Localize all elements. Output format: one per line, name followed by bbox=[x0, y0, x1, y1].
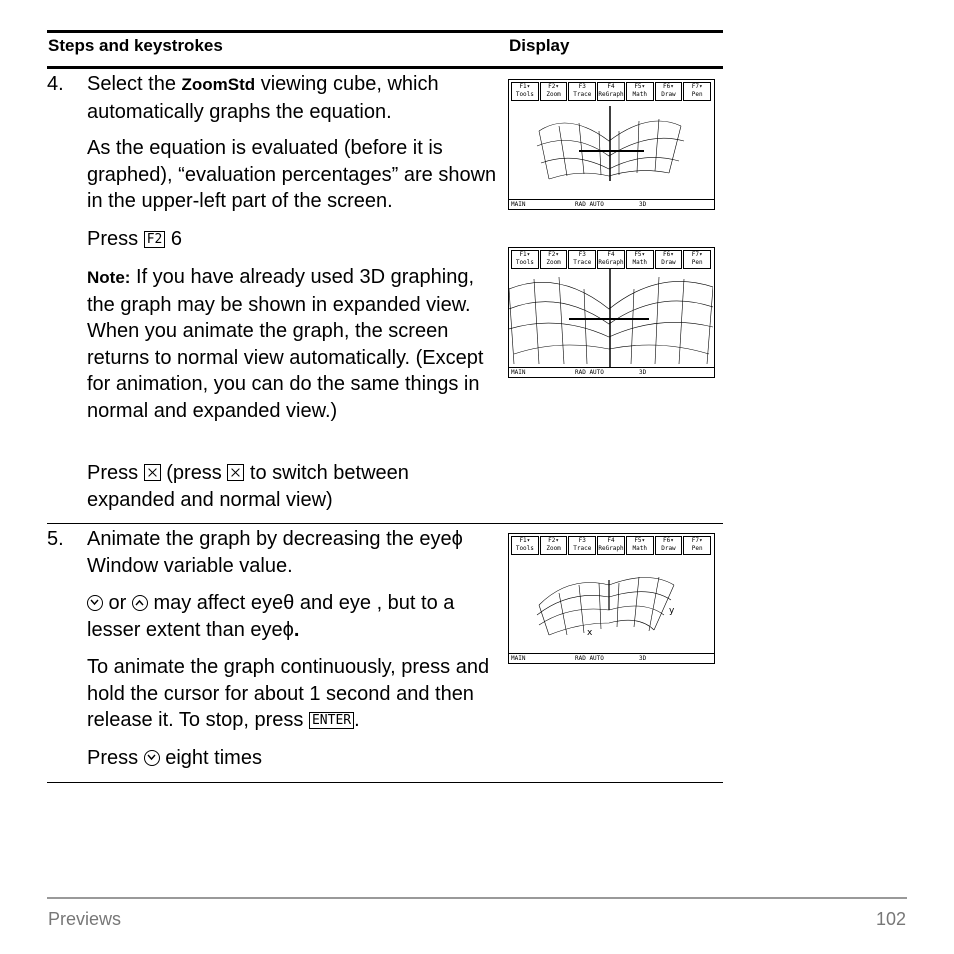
function-key-3: F3 Trace bbox=[568, 250, 596, 269]
function-key-7: F7▾ Pen bbox=[683, 82, 711, 101]
step-5-press-down: Press eight times bbox=[87, 747, 262, 769]
header-display: Display bbox=[509, 36, 570, 55]
cursor-down-icon bbox=[87, 595, 103, 611]
function-key-7: F7▾ Pen bbox=[683, 250, 711, 269]
header-top-rule bbox=[47, 30, 723, 33]
3d-surface-graph bbox=[509, 101, 713, 199]
step-4-intro: Select the ZoomStd viewing cube, which automatically graphs the equation. bbox=[87, 73, 439, 123]
function-key-5: F5▾ Math bbox=[626, 250, 654, 269]
footer-section: Previews bbox=[48, 909, 122, 929]
step-4-press-f2: Press F2 6 bbox=[87, 228, 183, 250]
status-bar: MAIN RAD AUTO 3D bbox=[509, 653, 714, 663]
function-key-2: F2▾ Zoom bbox=[540, 250, 568, 269]
function-key-6: F6▾ Draw bbox=[655, 82, 683, 101]
enter-key: ENTER bbox=[309, 712, 354, 729]
step-4-evaluation-text: As the equation is evaluated (before it is graphed), “evaluation percentages” are shown in the upper-left part of the screen. bbox=[87, 137, 497, 212]
calculator-screen-expanded bbox=[508, 247, 715, 378]
function-key-5: F5▾ Math bbox=[626, 536, 654, 555]
function-key-2: F2▾ Zoom bbox=[540, 536, 568, 555]
function-key-toolbar bbox=[511, 536, 712, 555]
function-key-1: F1▾ Tools bbox=[511, 82, 539, 101]
step-5-animate-text: To animate the graph continuously, press and hold the cursor for about 1 second and then release it. To stop, press ENTER . bbox=[87, 656, 490, 731]
function-key-6: F6▾ Draw bbox=[655, 536, 683, 555]
function-key-3: F3 Trace bbox=[568, 82, 596, 101]
step-5-number: 5. bbox=[47, 528, 64, 550]
status-bar: MAIN RAD AUTO 3D bbox=[509, 367, 714, 377]
step-4-press-times: Press (press to switch between expanded and normal view) bbox=[87, 462, 409, 511]
footer-rule bbox=[47, 897, 907, 899]
function-key-6: F6▾ Draw bbox=[655, 250, 683, 269]
step-4-number: 4. bbox=[47, 73, 64, 95]
page-number: 102 bbox=[875, 909, 906, 929]
function-key-7: F7▾ Pen bbox=[683, 536, 711, 555]
calculator-screen-normal bbox=[508, 79, 715, 210]
header-steps: Steps and keystrokes bbox=[48, 36, 223, 55]
function-key-4: F4 ReGraph bbox=[597, 536, 625, 555]
status-bar: MAIN RAD AUTO 3D bbox=[509, 199, 714, 209]
zoomstd-keyword: ZoomStd bbox=[181, 75, 256, 94]
function-key-1: F1▾ Tools bbox=[511, 250, 539, 269]
step-5-intro: Animate the graph by decreasing the eyeϕ Window variable value. bbox=[87, 528, 463, 577]
function-key-4: F4 ReGraph bbox=[597, 82, 625, 101]
svg-text:x: x bbox=[587, 628, 593, 638]
function-key-1: F1▾ Tools bbox=[511, 536, 539, 555]
calculator-screen-animated bbox=[508, 533, 715, 664]
function-key-4: F4 ReGraph bbox=[597, 250, 625, 269]
header-bottom-rule bbox=[47, 66, 723, 69]
3d-surface-graph-expanded bbox=[509, 269, 713, 367]
cursor-up-icon bbox=[132, 595, 148, 611]
function-key-toolbar bbox=[511, 82, 712, 101]
times-key-icon bbox=[227, 464, 244, 481]
svg-text:y: y bbox=[669, 606, 675, 616]
f2-key: F2 bbox=[144, 231, 166, 248]
row-divider bbox=[47, 523, 723, 524]
function-key-5: F5▾ Math bbox=[626, 82, 654, 101]
function-key-2: F2▾ Zoom bbox=[540, 82, 568, 101]
cursor-down-icon bbox=[144, 750, 160, 766]
function-key-toolbar bbox=[511, 250, 712, 269]
step-5-cursor-text: or may affect eyeθ and eye , but to a lesser extent than eyeϕ. bbox=[87, 592, 455, 641]
times-key-icon bbox=[144, 464, 161, 481]
table-bottom-rule bbox=[47, 782, 723, 783]
3d-surface-graph-rotated bbox=[509, 555, 713, 653]
step-4-note: Note: If you have already used 3D graphing, the graph may be shown in expanded view. When you animate the graph, the screen returns to normal view automatically. (Except for animation, you can do the same things in normal and expanded view.) bbox=[87, 266, 484, 422]
function-key-3: F3 Trace bbox=[568, 536, 596, 555]
